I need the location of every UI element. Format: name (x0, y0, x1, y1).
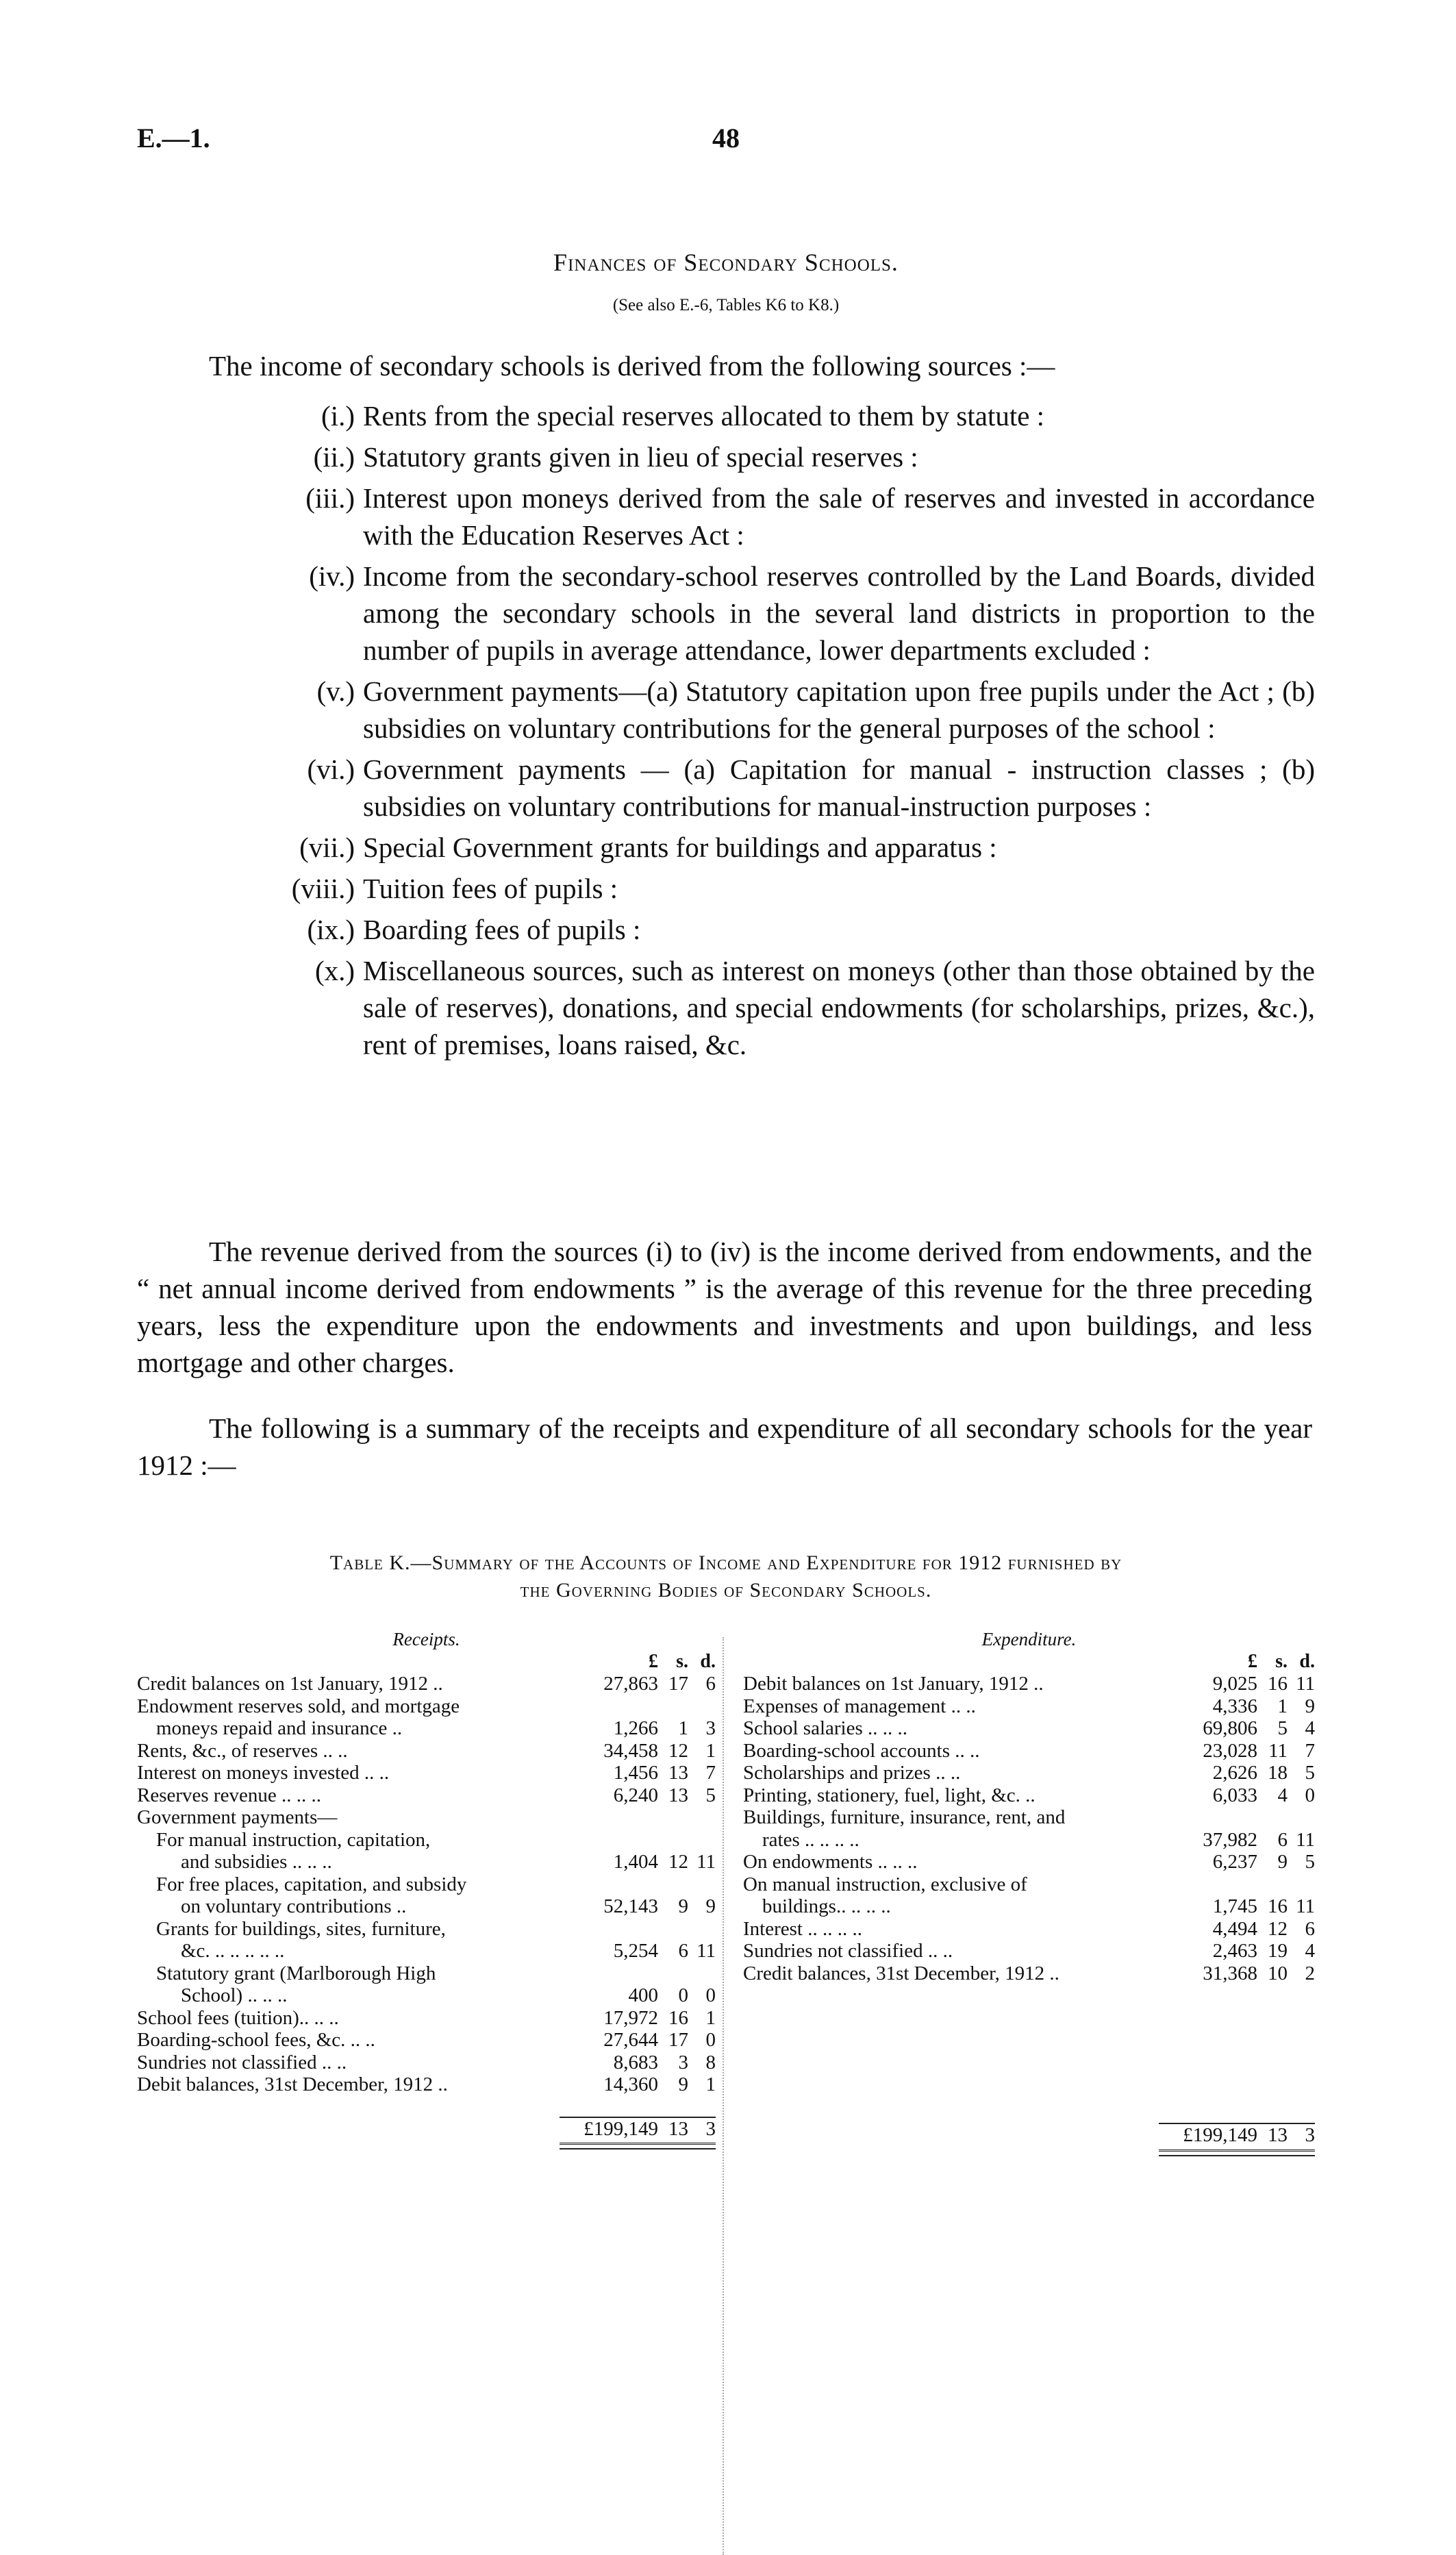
row-amount (1175, 1873, 1315, 1896)
row-pence: 0 (705, 2029, 716, 2051)
row-shillings (658, 1918, 688, 1941)
list-item-number: (iv.) (309, 560, 355, 592)
row-pence: 2 (1305, 1962, 1315, 1984)
list-item (137, 479, 1315, 553)
list-item-text: Rents from the special reserves allocated to them by statute : (363, 400, 1045, 432)
list-item-number: (ii.) (313, 441, 355, 473)
row-pence: 6 (1305, 1917, 1315, 1940)
row-amount (576, 1717, 716, 1740)
row-shillings: 19 (1268, 1940, 1288, 1962)
row-pence: 1 (705, 2006, 716, 2029)
row-pence: 7 (1305, 1739, 1315, 1762)
row-pence (688, 1695, 716, 1718)
row-pounds (1175, 1806, 1257, 1829)
row-label: on voluntary contributions .. (181, 1895, 407, 1917)
total-pounds: £199,149 (583, 2117, 658, 2140)
row-shillings: 18 (1268, 1762, 1288, 1784)
list-item-text: Income from the secondary-school reserves controlled by the Land Boards, divided among the secondary schools in the several land districts in proportion to the number of pupils in average attendance, lower departments excluded : (363, 560, 1315, 666)
row-amount (576, 1695, 716, 1718)
list-item-text: Government payments — (a) Capitation for manual - instruction classes ; (b) subsidies on voluntary contributions for manual-instruction purposes : (363, 753, 1315, 822)
table-row (137, 1806, 716, 1829)
row-shillings: 10 (1268, 1962, 1288, 1984)
list-item (137, 952, 1315, 1063)
row-amount (576, 1806, 716, 1829)
row-amount (1175, 1895, 1315, 1918)
row-amount (576, 1851, 716, 1873)
row-pounds (576, 1962, 658, 1985)
expenditure-total (743, 2124, 1315, 2147)
total-shillings: 13 (668, 2117, 688, 2140)
row-label: On manual instruction, exclusive of (743, 1873, 1027, 1895)
row-label: Buildings, furniture, insurance, rent, and (743, 1806, 1066, 1828)
table-row (743, 1962, 1315, 1985)
table-row (137, 1673, 716, 1695)
row-shillings: 5 (1277, 1717, 1288, 1739)
row-amount (576, 1673, 716, 1695)
summary-intro-paragraph: The following is a summary of the receipts and expenditure of all secondary schools for the year 1912 :— (137, 1412, 1312, 1481)
list-item (137, 829, 1315, 866)
row-pence: 1 (705, 2073, 716, 2095)
row-amount (576, 1873, 716, 1896)
table-title-line: Table K.—Summary of the Accounts of Income and Expenditure for 1912 furnished by (329, 1551, 1122, 1574)
row-shillings: 9 (678, 2073, 688, 2095)
row-label: Interest on moneys invested .. .. (137, 1762, 390, 1784)
pence-heading: d. (700, 1651, 716, 1672)
row-pounds: 8,683 (613, 2051, 658, 2073)
row-shillings: 16 (1268, 1673, 1288, 1695)
row-label: Credit balances, 31st December, 1912 .. (743, 1962, 1059, 1984)
row-pence: 9 (1305, 1695, 1315, 1717)
row-pence (1288, 1873, 1315, 1896)
table-row (743, 1829, 1315, 1852)
table-row (743, 1873, 1315, 1896)
list-item-text: Interest upon moneys derived from the sale of reserves and invested in accordance with the Education Reserves Act : (363, 482, 1315, 551)
receipts-account (137, 1629, 716, 2149)
receipts-total-block (137, 2117, 716, 2150)
row-pence (1288, 1806, 1315, 1829)
row-label: buildings.. .. .. .. (762, 1895, 891, 1917)
row-pence: 5 (1305, 1762, 1315, 1784)
row-label: Interest .. .. .. .. (743, 1917, 862, 1940)
row-shillings (658, 1806, 688, 1829)
list-item-number: (ix.) (307, 914, 355, 945)
row-amount (1175, 1962, 1315, 1985)
row-pence: 9 (705, 1895, 716, 1917)
table-row (137, 2029, 716, 2052)
pence-heading: d. (1299, 1651, 1315, 1672)
column-divider (723, 1637, 724, 2555)
row-shillings: 17 (668, 2029, 688, 2051)
table-row (743, 1673, 1315, 1695)
table-row (743, 1940, 1315, 1962)
row-shillings: 13 (668, 1762, 688, 1784)
row-pounds: 4,336 (1212, 1695, 1257, 1717)
row-pounds: 6,237 (1212, 1851, 1257, 1873)
expenditure-rows (743, 1673, 1315, 1984)
row-pence: 7 (705, 1762, 716, 1784)
row-shillings: 6 (678, 1940, 688, 1962)
total-double-rule (560, 2143, 716, 2149)
list-item-number: (i.) (321, 400, 355, 432)
row-amount (1175, 1762, 1315, 1784)
row-pounds: 6,240 (613, 1784, 658, 1806)
row-label: rates .. .. .. .. (762, 1828, 859, 1851)
row-label: School salaries .. .. .. (743, 1717, 908, 1739)
row-pence: 3 (705, 1717, 716, 1739)
total-pence: 3 (705, 2117, 716, 2140)
row-pounds: 31,368 (1203, 1962, 1257, 1984)
row-label: Debit balances on 1st January, 1912 .. (743, 1673, 1044, 1695)
table-row (137, 1717, 716, 1740)
row-label: School) .. .. .. (181, 1984, 288, 2006)
row-amount (576, 2029, 716, 2052)
row-pence (688, 1962, 716, 1985)
row-pounds (576, 1873, 658, 1896)
row-pounds (576, 1918, 658, 1941)
table-row (743, 1762, 1315, 1784)
list-item (137, 751, 1315, 825)
row-shillings (658, 1695, 688, 1718)
row-pounds (576, 1695, 658, 1718)
list-item-text: Special Government grants for buildings and apparatus : (363, 832, 997, 863)
total-pounds: £199,149 (1183, 2124, 1257, 2146)
row-pence: 0 (1305, 1784, 1315, 1806)
row-pence: 0 (705, 1984, 716, 2006)
row-pounds: 2,626 (1212, 1762, 1257, 1784)
row-pence (688, 1873, 716, 1896)
row-label: Grants for buildings, sites, furniture, (156, 1917, 446, 1940)
money-column-headings (137, 1651, 716, 1673)
row-shillings (1257, 1873, 1288, 1896)
list-item-number: (x.) (314, 955, 355, 986)
list-item-text: Miscellaneous sources, such as interest on moneys (other than those obtained by the sale of reserves), donations, and special endowments (for scholarships, prizes, &c.), rent of premises, loans raised, &c. (363, 955, 1315, 1060)
row-pence (688, 1918, 716, 1941)
row-shillings: 3 (678, 2051, 688, 2073)
row-label: Statutory grant (Marlborough High (156, 1962, 436, 1984)
row-amount (576, 1762, 716, 1784)
row-pence: 5 (1305, 1851, 1315, 1873)
row-amount (1175, 1784, 1315, 1807)
table-row (743, 1695, 1315, 1718)
row-pence (688, 1829, 716, 1852)
row-shillings: 1 (678, 1717, 688, 1739)
row-pence: 1 (705, 1739, 716, 1762)
row-amount (576, 1918, 716, 1941)
pounds-heading: £ (649, 1651, 658, 1672)
list-item-number: (v.) (316, 675, 355, 707)
row-label: For manual instruction, capitation, (156, 1828, 431, 1851)
list-item-text: Statutory grants given in lieu of special reserves : (363, 441, 918, 473)
row-pounds: 37,982 (1203, 1828, 1257, 1851)
list-item-text: Government payments—(a) Statutory capitation upon free pupils under the Act ; (b) subsidies on voluntary contributions for the general purposes of the school : (363, 675, 1315, 744)
table-row (743, 1784, 1315, 1807)
table-row (137, 1851, 716, 1873)
pounds-heading: £ (1248, 1651, 1257, 1672)
row-amount (576, 1984, 716, 2007)
table-row (137, 1918, 716, 1941)
row-amount (1175, 1806, 1315, 1829)
row-pence: 11 (696, 1851, 716, 1873)
list-item (137, 438, 1315, 475)
row-pence: 6 (705, 1673, 716, 1695)
row-pounds: 69,806 (1203, 1717, 1257, 1739)
row-shillings: 12 (668, 1851, 688, 1873)
row-amount (576, 2073, 716, 2096)
receipts-heading: Receipts. (392, 1629, 460, 1649)
row-pounds: 27,863 (603, 1673, 658, 1695)
income-sources-list (137, 397, 1315, 1067)
table-row (137, 2073, 716, 2096)
row-amount (576, 1784, 716, 1807)
receipts-total (137, 2118, 716, 2141)
row-label: Boarding-school accounts .. .. (743, 1739, 980, 1762)
list-item (137, 870, 1315, 907)
row-pence: 11 (1296, 1673, 1315, 1695)
row-pounds: 4,494 (1212, 1917, 1257, 1940)
table-row (743, 1740, 1315, 1762)
row-pence: 8 (705, 2051, 716, 2073)
row-amount (1175, 1695, 1315, 1718)
list-item-number: (viii.) (291, 873, 355, 904)
row-shillings: 9 (1277, 1851, 1288, 1873)
table-row (137, 1784, 716, 1807)
row-pence: 4 (1305, 1940, 1315, 1962)
total-pence: 3 (1305, 2124, 1315, 2146)
row-pounds: 6,033 (1212, 1784, 1257, 1806)
row-label: Debit balances, 31st December, 1912 .. (137, 2073, 448, 2095)
row-pounds: 1,745 (1212, 1895, 1257, 1917)
row-shillings: 13 (668, 1784, 688, 1806)
row-label: Rents, &c., of reserves .. .. (137, 1739, 348, 1762)
total-double-rule (1159, 2149, 1315, 2156)
row-pounds (576, 1806, 658, 1829)
row-shillings: 12 (668, 1739, 688, 1762)
list-item-text: Boarding fees of pupils : (363, 914, 641, 945)
page-number: 48 (712, 123, 740, 153)
row-pence: 4 (1305, 1717, 1315, 1739)
table-row (137, 1829, 716, 1852)
row-shillings: 11 (1268, 1739, 1288, 1762)
table-row (137, 1984, 716, 2007)
list-item (137, 558, 1315, 669)
list-item-number: (vii.) (299, 832, 355, 863)
row-pounds: 1,404 (613, 1851, 658, 1873)
row-amount (1175, 1740, 1315, 1762)
table-row (743, 1717, 1315, 1740)
row-label: Sundries not classified .. .. (137, 2051, 347, 2073)
table-row (137, 2052, 716, 2074)
row-amount (1175, 1940, 1315, 1962)
row-label: School fees (tuition).. .. .. (137, 2006, 339, 2029)
table-row (137, 2007, 716, 2030)
row-shillings (658, 1829, 688, 1852)
row-label: For free places, capitation, and subsidy (156, 1873, 467, 1895)
table-row (137, 1895, 716, 1918)
table-row (743, 1806, 1315, 1829)
row-label: Boarding-school fees, &c. .. .. (137, 2029, 375, 2051)
list-item-number: (iii.) (305, 482, 355, 514)
shillings-heading: s. (1275, 1651, 1288, 1672)
row-pence: 11 (1296, 1828, 1315, 1851)
row-label: Reserves revenue .. .. .. (137, 1784, 321, 1806)
expenditure-total-block (743, 2123, 1315, 2156)
row-pounds: 52,143 (603, 1895, 658, 1917)
row-shillings (1257, 1806, 1288, 1829)
row-label: Scholarships and prizes .. .. (743, 1762, 961, 1784)
row-label: Sundries not classified .. .. (743, 1940, 953, 1962)
row-label: moneys repaid and insurance .. (156, 1717, 403, 1739)
table-row (743, 1895, 1315, 1918)
table-title (137, 1549, 1315, 1604)
row-shillings: 0 (678, 1984, 688, 2006)
table-title-line: the Governing Bodies of Secondary Schools. (520, 1579, 932, 1601)
row-label: and subsidies .. .. .. (181, 1851, 332, 1873)
row-pounds: 17,972 (603, 2006, 658, 2029)
row-pounds: 1,456 (613, 1762, 658, 1784)
document-reference: E.—1. (137, 123, 210, 153)
row-amount (1175, 1829, 1315, 1852)
row-amount (1175, 1673, 1315, 1695)
row-amount (576, 2007, 716, 2030)
row-label: &c. .. .. .. .. .. (181, 1940, 285, 1962)
row-amount (1175, 1918, 1315, 1941)
row-pounds: 14,360 (603, 2073, 658, 2095)
row-shillings: 16 (668, 2006, 688, 2029)
row-label: Government payments— (137, 1806, 338, 1828)
row-amount (576, 1895, 716, 1918)
row-amount (576, 1940, 716, 1962)
list-item (137, 397, 1315, 434)
row-shillings (658, 1873, 688, 1896)
row-shillings (658, 1962, 688, 1985)
row-label: Endowment reserves sold, and mortgage (137, 1695, 460, 1717)
row-shillings: 12 (1268, 1917, 1288, 1940)
intro-paragraph: The income of secondary schools is derived from the following sources :— (209, 350, 1055, 382)
row-pence: 5 (705, 1784, 716, 1806)
row-label: On endowments .. .. .. (743, 1851, 918, 1873)
page-subtitle: (See also E.-6, Tables K6 to K8.) (612, 296, 840, 314)
table-row (137, 1962, 716, 1985)
table-row (137, 1873, 716, 1896)
row-shillings: 6 (1277, 1828, 1288, 1851)
row-amount (576, 2052, 716, 2074)
page-header (137, 122, 1315, 163)
row-pounds: 27,644 (603, 2029, 658, 2051)
row-shillings: 16 (1268, 1895, 1288, 1917)
row-shillings: 1 (1277, 1695, 1288, 1717)
row-label: Credit balances on 1st January, 1912 .. (137, 1673, 443, 1695)
money-column-headings (743, 1651, 1315, 1673)
table-row (137, 1695, 716, 1718)
list-item (137, 673, 1315, 747)
row-pounds: 2,463 (1212, 1940, 1257, 1962)
row-pounds: 23,028 (1203, 1739, 1257, 1762)
row-pounds (576, 1829, 658, 1852)
page-title: Finances of Secondary Schools. (553, 249, 899, 276)
table-row (137, 1740, 716, 1762)
row-amount (576, 1829, 716, 1852)
row-shillings: 17 (668, 1673, 688, 1695)
expenditure-heading: Expenditure. (981, 1629, 1077, 1649)
row-shillings: 9 (678, 1895, 688, 1917)
table-row (743, 1918, 1315, 1941)
row-amount (1175, 1851, 1315, 1873)
table-row (743, 1851, 1315, 1873)
row-pence (688, 1806, 716, 1829)
revenue-paragraph: The revenue derived from the sources (i) to (iv) is the income derived from endowments, and the “ net annual income derived from endowments ” is the average of this revenue for the three preceding years, less the expenditure upon the endowments and investments and upon buildings, and less mortgage and other charges. (137, 1236, 1312, 1378)
row-pounds: 5,254 (613, 1940, 658, 1962)
list-item (137, 911, 1315, 948)
expenditure-account (743, 1629, 1315, 2156)
row-amount (576, 1740, 716, 1762)
row-label: Expenses of management .. .. (743, 1695, 976, 1717)
row-pounds: 1,266 (613, 1717, 658, 1739)
total-shillings: 13 (1268, 2124, 1288, 2146)
row-pounds: 9,025 (1212, 1673, 1257, 1695)
row-pence: 11 (1296, 1895, 1315, 1917)
row-pence: 11 (696, 1940, 716, 1962)
row-label: Printing, stationery, fuel, light, &c. .. (743, 1784, 1035, 1806)
table-row (137, 1762, 716, 1784)
row-pounds: 400 (628, 1984, 658, 2006)
row-amount (576, 1962, 716, 1985)
receipts-rows (137, 1673, 716, 2096)
list-item-number: (vi.) (307, 753, 355, 785)
table-row (137, 1940, 716, 1962)
shillings-heading: s. (676, 1651, 688, 1672)
row-pounds (1175, 1873, 1257, 1896)
row-shillings: 4 (1277, 1784, 1288, 1806)
list-item-text: Tuition fees of pupils : (363, 873, 618, 904)
row-amount (1175, 1717, 1315, 1740)
row-pounds: 34,458 (603, 1739, 658, 1762)
